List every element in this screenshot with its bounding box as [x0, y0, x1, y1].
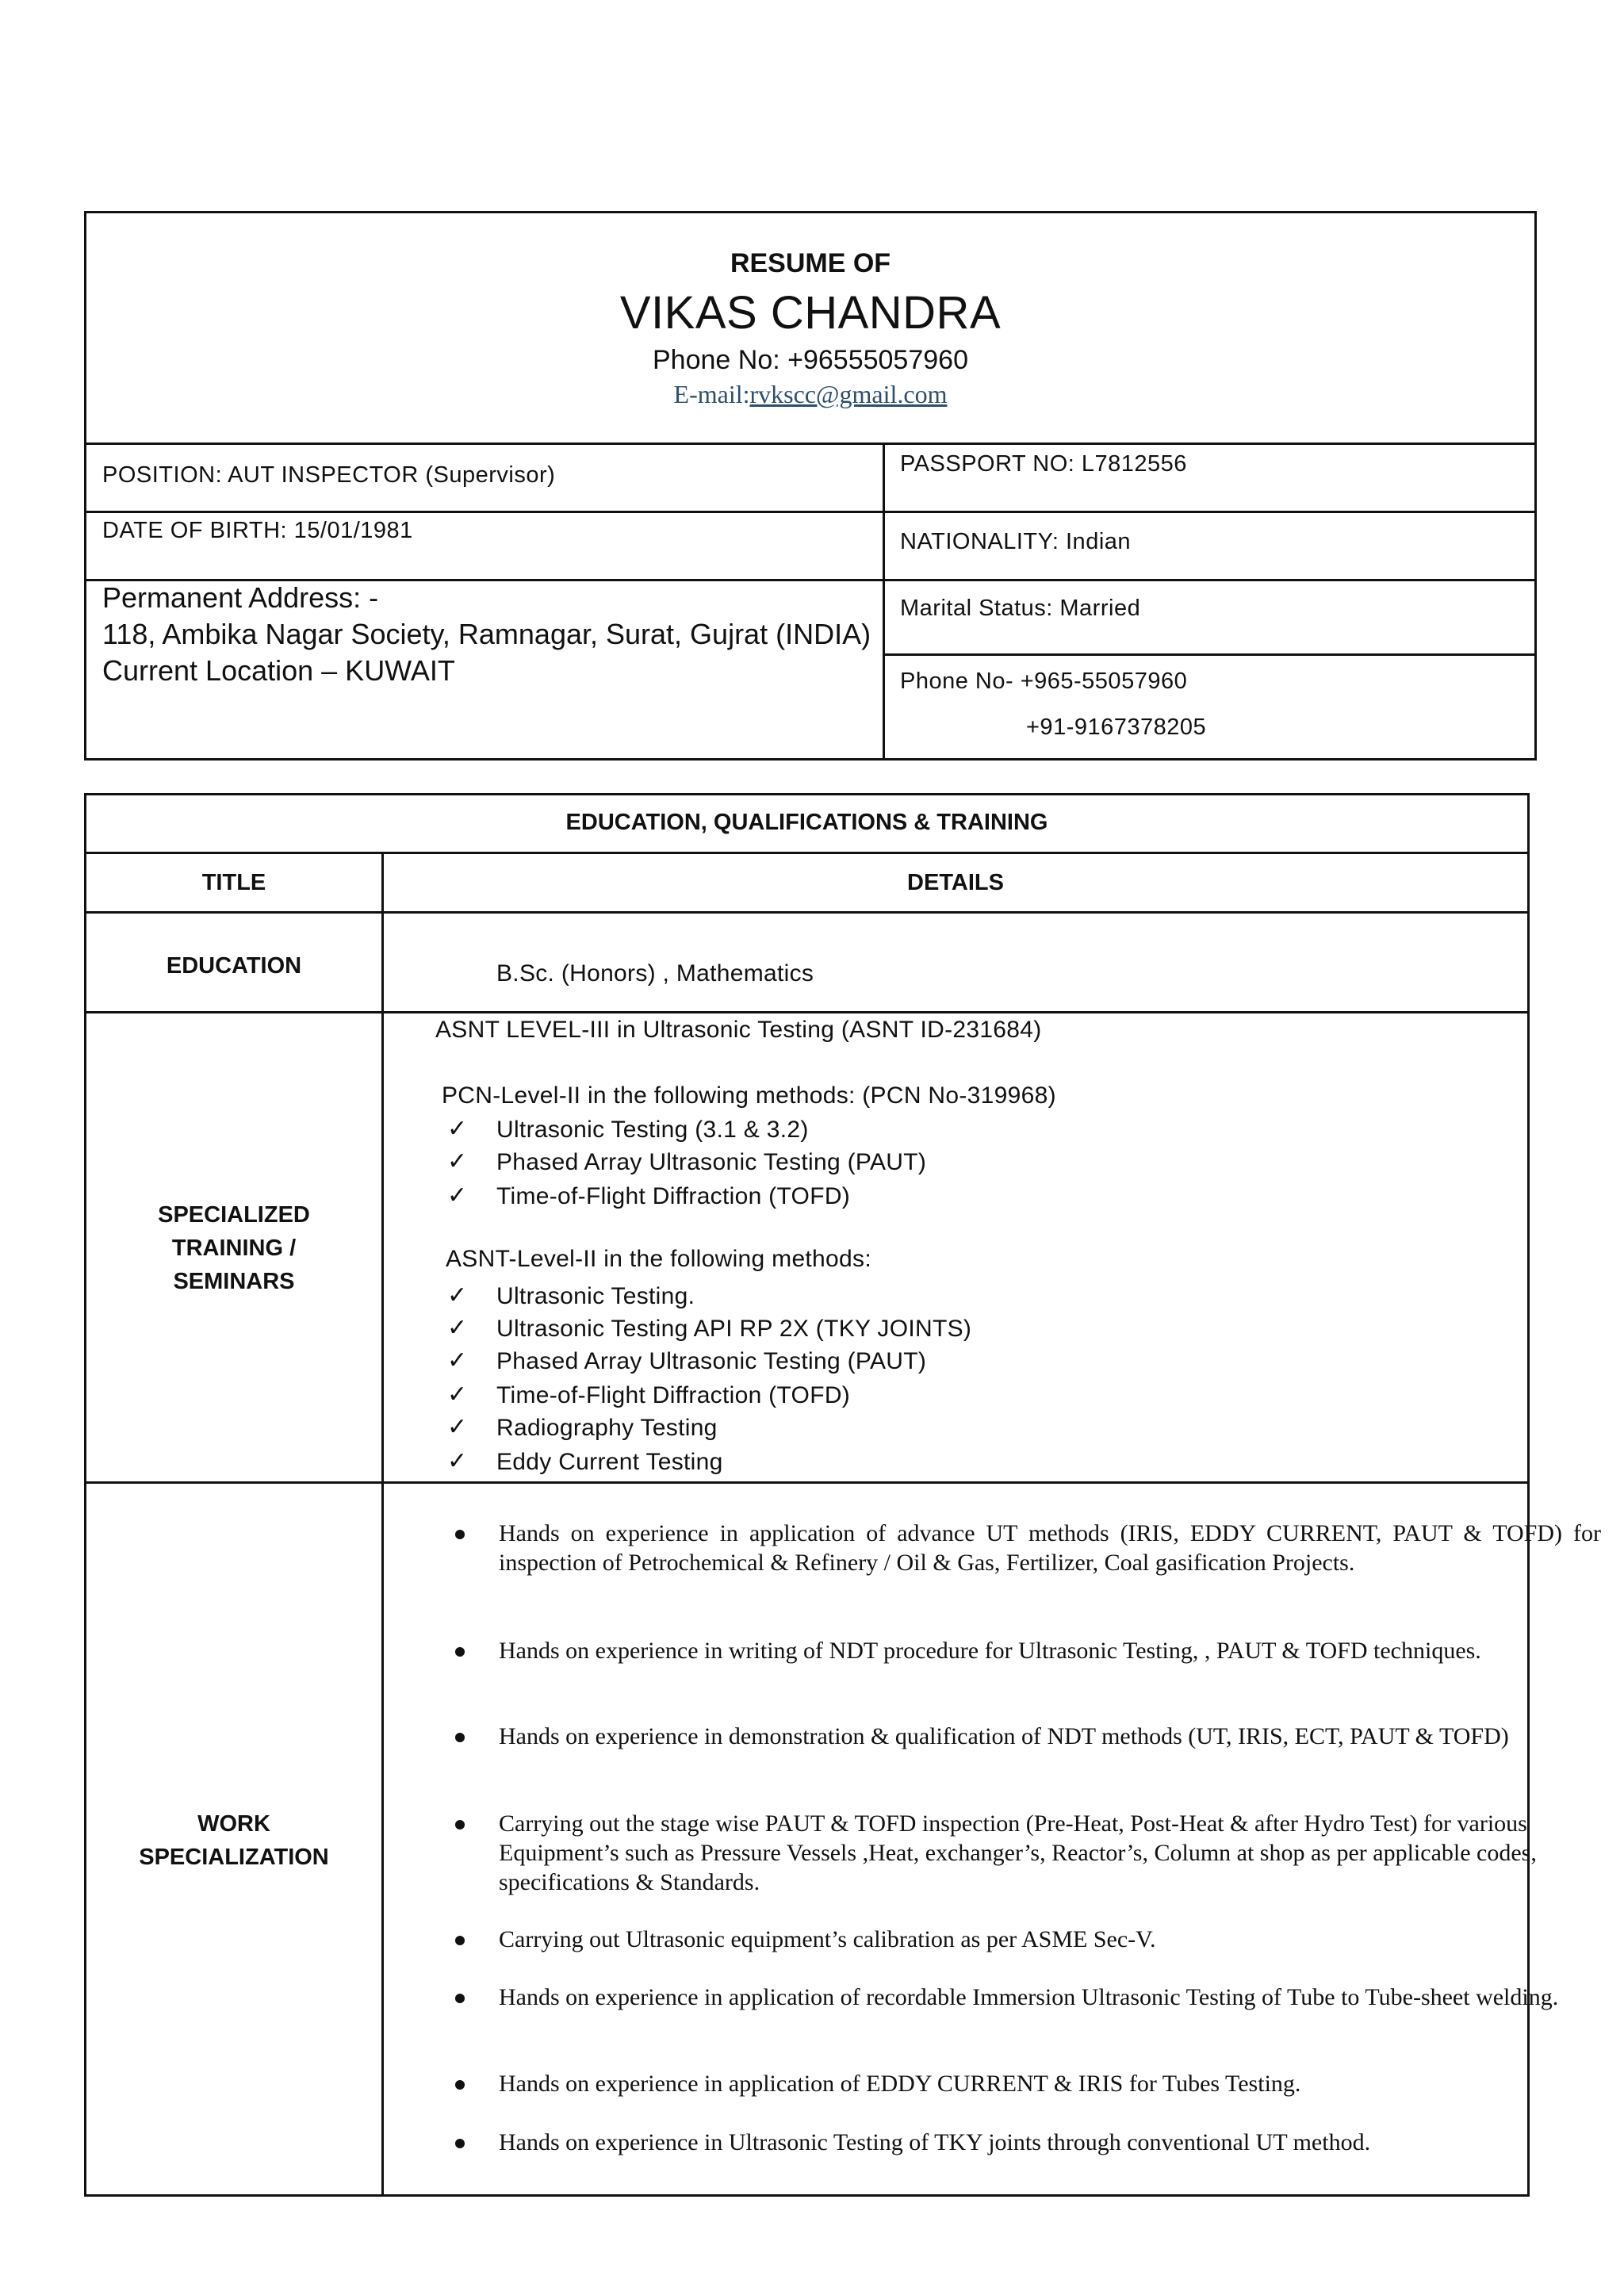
education-section-heading: EDUCATION, QUALIFICATIONS & TRAINING: [565, 810, 1048, 835]
list-item-text: Hands on experience in application of advance UT methods (IRIS, EDDY CURRENT, PAUT & TOFD) for inspection of Petrochemical & Refinery / Oil & Gas, Fertilizer, Coal gasification Projects.: [499, 1520, 1601, 1576]
divider: [84, 511, 1537, 513]
list-item-text: Hands on experience in writing of NDT procedure for Ultrasonic Testing, , PAUT & TOFD techniques.: [499, 1638, 1481, 1664]
check-icon: ✓: [447, 1448, 468, 1474]
current-location: Current Location – KUWAIT: [102, 654, 455, 687]
list-item: Ultrasonic Testing API RP 2X (TKY JOINTS): [496, 1316, 972, 1342]
header-email-line: [86, 380, 1534, 409]
asnt-heading: ASNT-Level-II in the following methods:: [446, 1246, 871, 1272]
list-item: Ultrasonic Testing (3.1 & 3.2): [496, 1117, 809, 1143]
row-title-specialized: [86, 1198, 381, 1298]
title-line: SPECIALIZATION: [139, 1845, 329, 1870]
list-item-text: Hands on experience in demonstration & qualification of NDT methods (UT, IRIS, ECT, PAUT & TOFD): [499, 1723, 1509, 1749]
permanent-address-label: Permanent Address: -: [102, 581, 379, 614]
bullet-icon: [455, 1647, 465, 1657]
header-phone: Phone No: +96555057960: [653, 345, 968, 375]
column-header-title: TITLE: [201, 870, 266, 895]
divider: [883, 443, 885, 761]
divider: [84, 852, 1530, 854]
list-item-text: Hands on experience in Ultrasonic Testing of TKY joints through conventional UT method.: [499, 2129, 1371, 2155]
phone-field-2: +91-9167378205: [1026, 715, 1207, 740]
phone-field-1: Phone No- +965-55057960: [900, 669, 1188, 694]
divider: [84, 1481, 1530, 1484]
resume-of-label: RESUME OF: [730, 248, 891, 278]
title-line: SPECIALIZED: [158, 1202, 310, 1228]
divider: [84, 443, 1537, 445]
list-item-text: Hands on experience in application of recordable Immersion Ultrasonic Testing of Tube to Tube-sheet welding.: [499, 1984, 1559, 2010]
list-item: Radiography Testing: [496, 1415, 718, 1441]
asnt-level3: ASNT LEVEL-III in Ultrasonic Testing (ASNT ID-231684): [435, 1017, 1042, 1043]
bullet-icon: [455, 1733, 465, 1742]
marital-status-field: Marital Status: Married: [900, 596, 1141, 621]
bullet-icon: [455, 2080, 465, 2090]
bullet-icon: [455, 1530, 465, 1539]
resume-header-table: [84, 211, 1537, 761]
passport-field: PASSPORT NO: L7812556: [900, 451, 1187, 477]
column-header-details: DETAILS: [907, 870, 1004, 895]
bullet-icon: [455, 1994, 465, 2003]
check-icon: ✓: [447, 1116, 468, 1142]
list-item: Time-of-Flight Diffraction (TOFD): [496, 1183, 851, 1209]
row-title-work: [86, 1807, 381, 1874]
divider: [381, 852, 384, 2197]
list-item-text: Carrying out the stage wise PAUT & TOFD inspection (Pre-Heat, Post-Heat & after Hydro Test) for various Equipment’s such as Pressure Vessels ,Heat, exchanger’s, Reactor’s, Column at shop as per applicable codes, specifications & Standards.: [499, 1810, 1537, 1895]
education-table: [84, 793, 1601, 2197]
email-prefix: E-mail:: [673, 380, 750, 408]
title-line: WORK: [197, 1811, 270, 1837]
list-item-text: Carrying out Ultrasonic equipment’s calibration as per ASME Sec-V.: [499, 1926, 1156, 1952]
bullet-icon: [455, 1936, 465, 1945]
check-icon: ✓: [447, 1347, 468, 1374]
permanent-address: 118, Ambika Nagar Society, Ramnagar, Surat, Gujrat (INDIA): [102, 618, 871, 650]
title-line: SEMINARS: [173, 1269, 295, 1294]
divider: [84, 911, 1530, 914]
check-icon: ✓: [447, 1182, 468, 1209]
email-link[interactable]: rvkscc@gmail.com: [749, 380, 948, 408]
dob-field: DATE OF BIRTH: 15/01/1981: [102, 518, 413, 543]
list-item-text: Hands on experience in application of EDDY CURRENT & IRIS for Tubes Testing.: [499, 2071, 1301, 2097]
candidate-name: VIKAS CHANDRA: [619, 287, 1002, 339]
check-icon: ✓: [447, 1282, 468, 1308]
nationality-field: NATIONALITY: Indian: [900, 529, 1132, 554]
pcn-heading: PCN-Level-II in the following methods: (PCN No-319968): [442, 1082, 1056, 1109]
bullet-icon: [455, 2139, 465, 2148]
divider: [84, 1011, 1530, 1013]
bullet-icon: [455, 1820, 465, 1829]
check-icon: ✓: [447, 1381, 468, 1408]
list-item: Phased Array Ultrasonic Testing (PAUT): [496, 1149, 927, 1175]
list-item: Time-of-Flight Diffraction (TOFD): [496, 1382, 851, 1408]
check-icon: ✓: [447, 1414, 468, 1440]
education-detail: B.Sc. (Honors) , Mathematics: [496, 960, 814, 987]
check-icon: ✓: [447, 1148, 468, 1174]
list-item: Eddy Current Testing: [496, 1449, 723, 1475]
row-title-education: EDUCATION: [166, 953, 302, 979]
divider: [885, 653, 1537, 656]
list-item: Ultrasonic Testing.: [496, 1283, 695, 1309]
check-icon: ✓: [447, 1315, 468, 1341]
list-item: Phased Array Ultrasonic Testing (PAUT): [496, 1348, 927, 1374]
title-line: TRAINING /: [171, 1236, 297, 1261]
position-field: POSITION: AUT INSPECTOR (Supervisor): [102, 462, 556, 488]
